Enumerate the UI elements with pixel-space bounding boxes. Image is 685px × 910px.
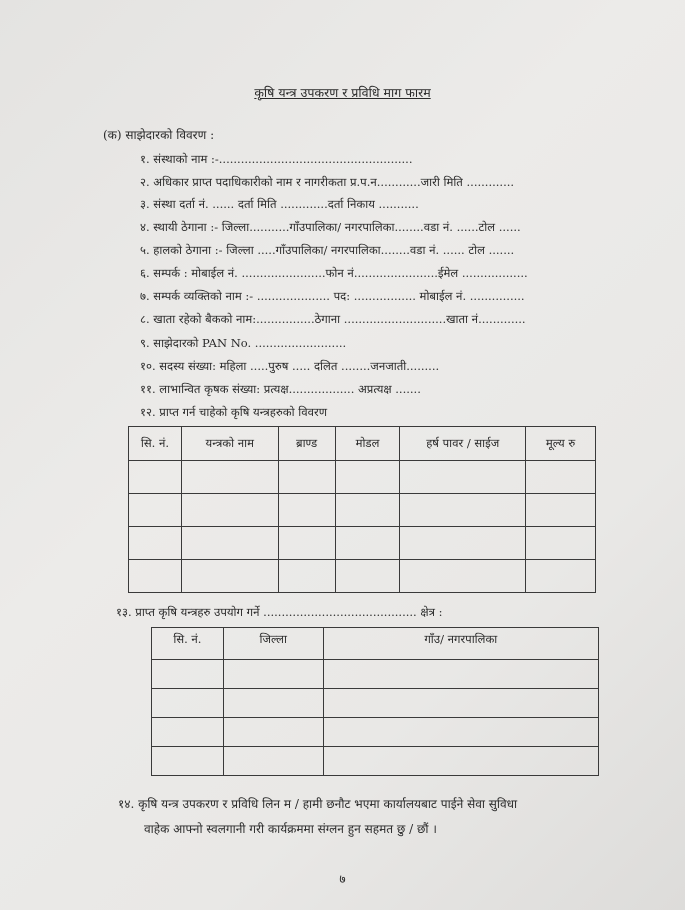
table-cell[interactable] xyxy=(526,527,596,560)
table-cell[interactable] xyxy=(323,747,598,776)
form-title: कृषि यन्त्र उपकरण र प्रविधि माग फारम xyxy=(254,85,431,100)
table-cell[interactable] xyxy=(526,560,596,593)
field-bank-account: ८. खाता रहेको बैकको नाम:................ठेगाना ............................खाता नं............. xyxy=(140,312,526,326)
table-row xyxy=(152,747,599,776)
table-cell[interactable] xyxy=(223,689,323,718)
table-row xyxy=(152,718,599,747)
table-cell[interactable] xyxy=(278,560,335,593)
header-model: मोडल xyxy=(335,427,400,461)
table-cell[interactable] xyxy=(129,494,182,527)
field-current-address: ५. हालको ठेगाना :- जिल्ला .....गाँउपालिका/ नगरपालिका........वडा नं. ...... टोल ....... xyxy=(140,243,515,257)
table-cell[interactable] xyxy=(400,494,526,527)
header-district: जिल्ला xyxy=(223,628,323,660)
field-contact: ६. सम्पर्क : मोबाईल नं. .......................फोन नं.......................ईमेल .................. xyxy=(140,266,528,280)
page-number: ७ xyxy=(339,872,346,886)
machines-table-header xyxy=(129,427,596,461)
declaration-line-1: १४. कृषि यन्त्र उपकरण र प्रविधि लिन म / हामी छनौट भएमा कार्यालयबाट पाईने सेवा सुविधा xyxy=(118,797,518,811)
table-cell[interactable] xyxy=(181,527,278,560)
field-organization-name: १. संस्थाको नाम :-..................................................... xyxy=(140,152,413,166)
table-row xyxy=(129,527,596,560)
declaration-line-2: वाहेक आफ्नो स्वलगानी गरी कार्यक्रममा संग्लन हुन सहमत छु / छौं । xyxy=(144,822,437,836)
machines-table xyxy=(128,426,596,593)
field-permanent-address: ४. स्थायी ठेगाना :- जिल्ला...........गाँउपालिका/ नगरपालिका........वडा नं. ......टोल ...... xyxy=(140,220,521,234)
table-cell[interactable] xyxy=(526,461,596,494)
table-cell[interactable] xyxy=(223,718,323,747)
header-horse-power: हर्ष पावर / साईज xyxy=(400,427,526,461)
table-cell[interactable] xyxy=(152,718,224,747)
table-row xyxy=(152,689,599,718)
table-cell[interactable] xyxy=(335,560,400,593)
header-sn: सि. नं. xyxy=(152,628,224,660)
table-row xyxy=(129,494,596,527)
table-cell[interactable] xyxy=(323,689,598,718)
table-cell[interactable] xyxy=(181,494,278,527)
field-authorized-official: २. अधिकार प्राप्त पदाधिकारीको नाम र नागरीकता प्र.प.न............जारी मिति ............. xyxy=(140,175,515,189)
table-cell[interactable] xyxy=(526,494,596,527)
usage-table-header xyxy=(152,628,599,660)
field-beneficiaries: ११. लाभान्वित कृषक संख्या: प्रत्यक्ष.................. अप्रत्यक्ष ....... xyxy=(140,382,421,396)
table-cell[interactable] xyxy=(278,461,335,494)
table-cell[interactable] xyxy=(223,660,323,689)
table-row xyxy=(152,660,599,689)
table-cell[interactable] xyxy=(400,560,526,593)
section-heading: (क) साझेदारको विवरण : xyxy=(103,128,215,142)
table-cell[interactable] xyxy=(152,747,224,776)
header-price: मूल्य रु xyxy=(526,427,596,461)
table-cell[interactable] xyxy=(129,461,182,494)
table-cell[interactable] xyxy=(278,494,335,527)
table-cell[interactable] xyxy=(323,660,598,689)
field-members: १०. सदस्य संख्या: महिला .....पुरुष ..... दलित ........जनजाती......... xyxy=(140,359,440,373)
header-sn: सि. नं. xyxy=(129,427,182,461)
field-pan: ९. साझेदारको PAN No. ......................... xyxy=(140,336,347,350)
table-cell[interactable] xyxy=(400,527,526,560)
table-cell[interactable] xyxy=(335,494,400,527)
table-cell[interactable] xyxy=(278,527,335,560)
table-cell[interactable] xyxy=(129,560,182,593)
table-row xyxy=(129,461,596,494)
table-cell[interactable] xyxy=(152,689,224,718)
header-brand: ब्राण्ड xyxy=(278,427,335,461)
table-cell[interactable] xyxy=(129,527,182,560)
table-cell[interactable] xyxy=(335,461,400,494)
table-cell[interactable] xyxy=(181,560,278,593)
table-cell[interactable] xyxy=(323,718,598,747)
field-machines-heading: १२. प्राप्त गर्न चाहेको कृषि यन्त्रहरुको विवरण xyxy=(140,405,328,419)
table-row xyxy=(129,560,596,593)
header-machine-name: यन्त्रको नाम xyxy=(181,427,278,461)
usage-area-line: १३. प्राप्त कृषि यन्त्रहरु उपयोग गर्ने .......................................... क्षेत्र : xyxy=(116,605,443,619)
table-cell[interactable] xyxy=(400,461,526,494)
usage-table xyxy=(151,627,599,776)
table-cell[interactable] xyxy=(335,527,400,560)
table-cell[interactable] xyxy=(223,747,323,776)
header-municipality: गाँउ/ नगरपालिका xyxy=(323,628,598,660)
table-cell[interactable] xyxy=(181,461,278,494)
field-contact-person: ७. सम्पर्क व्यक्तिको नाम :- .................... पद: ................. मोबाईल नं. ............... xyxy=(140,289,525,303)
field-registration: ३. संस्था दर्ता नं. ...... दर्ता मिति .............दर्ता निकाय ........... xyxy=(140,197,419,211)
table-cell[interactable] xyxy=(152,660,224,689)
